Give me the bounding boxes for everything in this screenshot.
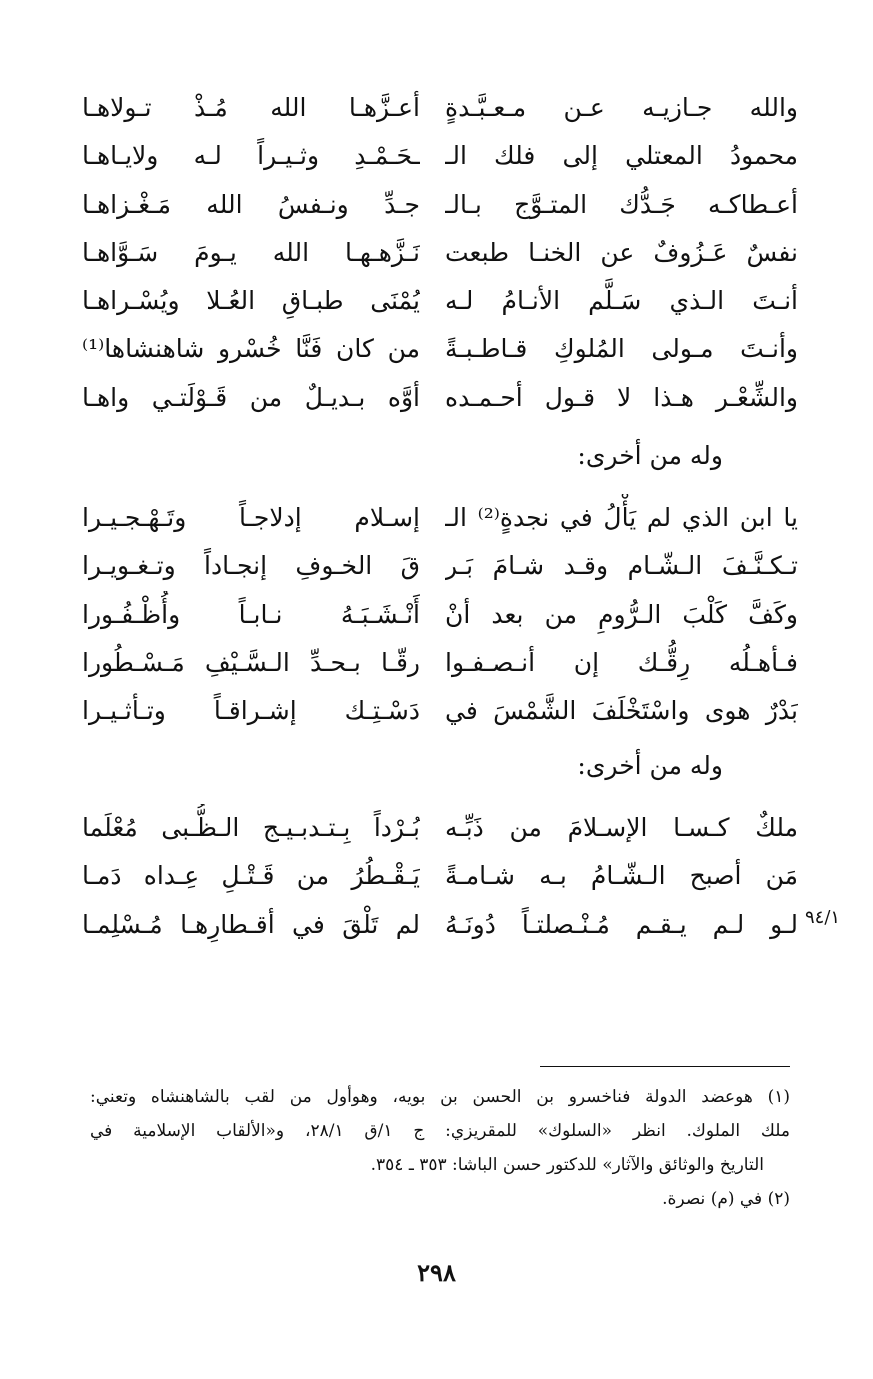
verse-second-hemistich: يَـقْـطُرُ من قَـتْـلِ عِـداه دَمـا — [82, 861, 420, 891]
verse-line — [60, 181, 800, 229]
footnotes — [90, 1080, 790, 1216]
verse-first-hemistich: يا ابن الذي لم يَأْلُ في نجدةٍ⁽²⁾ الـ — [445, 503, 798, 532]
verse-line — [60, 84, 800, 132]
verse-second-hemistich: ـحَـمْـدِ وثـيـراً لـه ولايـاهـا — [82, 141, 420, 171]
verse-first-hemistich: فـأهـلُه رِقُّـك إن أنـصـفـوا — [445, 647, 798, 677]
verse-second-hemistich: جـدِّ ونـفسُ الله مَـغْـزاهـا — [82, 189, 420, 219]
poem-stanza-2 — [60, 494, 800, 735]
poem-stanza-3 — [60, 804, 800, 949]
verse-line — [60, 542, 800, 590]
verse-line — [60, 325, 800, 373]
footnote-line: التاريخ والوثائق والآثار» للدكتور حسن الباشا: ٣٥٣ ـ ٣٥٤. — [370, 1155, 764, 1175]
verse-line — [60, 132, 800, 180]
verse-second-hemistich: إسـلام إدلاجـاً وتَـهْـجـيـرا — [82, 503, 420, 532]
verse-first-hemistich: أعـطاكـه جَـدُّك المتـوَّج بـالـ — [445, 189, 798, 219]
verse-first-hemistich: وكَفَّ كَلْبَ الـرُّومِ من بعد أنْ — [445, 599, 798, 629]
verse-second-hemistich: لم تَلْقَ في أقـطارِهـا مُـسْلِمـا — [82, 909, 420, 939]
verse-line — [60, 687, 800, 735]
verse-first-hemistich: لـو لـم يـقـم مُـنْـصلتـاً دُونَـهُ — [445, 909, 798, 939]
verse-first-hemistich: والله جـازيـه عـن مـعـبَّـدةٍ — [445, 93, 798, 122]
verse-line — [60, 277, 800, 325]
section-intro: وله من أخرى: — [577, 751, 723, 780]
section-intro: وله من أخرى: — [577, 441, 723, 470]
page-number: ٢٩٨ — [417, 1258, 456, 1287]
footnote-line: ملك الملوك. انظر «السلوك» للمقريزي: ج ١/ق ٢٨/١، و«الألقاب الإسلامية في — [90, 1121, 790, 1141]
verse-line — [60, 374, 800, 422]
verse-second-hemistich: دَسْـتِـك إشـراقـاً وتـأثـيـرا — [82, 696, 420, 726]
verse-line — [60, 901, 800, 949]
verse-second-hemistich: رقّـا بـحـدِّ الـسَّـيْفِ مَـسْـطُورا — [82, 647, 420, 677]
verse-second-hemistich: أوَّه بـديـلٌ من قَـوْلَتـي واهـا — [82, 382, 420, 412]
verse-second-hemistich: أَنْـشَـبَـهُ نـابـاً وأُظْـفُـورا — [82, 599, 420, 629]
verse-second-hemistich: قَ الخـوفِ إنجـاداً وتـغـويـرا — [82, 551, 420, 581]
verse-first-hemistich: وأنـتَ مـولى المُلوكِ قـاطـبـةً — [445, 334, 798, 364]
verse-first-hemistich: أنـتَ الـذي سَـلَّم الأنـامُ لـه — [445, 286, 798, 316]
verse-second-hemistich: بُـرْداً بِـتـدبـيـج الـظُّـبى مُعْلَما — [82, 813, 420, 842]
verse-first-hemistich: محمودُ المعتلي إلى فلك الـ — [445, 141, 798, 171]
verse-first-hemistich: ملكٌ كـسـا الإسـلامَ من ذَبِّـه — [445, 813, 798, 842]
verse-line — [60, 591, 800, 639]
verse-line — [60, 229, 800, 277]
verse-line — [60, 494, 800, 542]
footnote-separator — [540, 1066, 790, 1067]
footnote-line: (١) هوعضد الدولة فناخسرو بن الحسن بن بويه، وهوأول من لقب بالشاهنشاه وتعني: — [90, 1087, 790, 1107]
verse-line — [60, 852, 800, 900]
verse-first-hemistich: بَدْرٌ هوى واسْتَخْلَفَ الشَّمْسَ في — [445, 696, 798, 726]
verse-line — [60, 804, 800, 852]
verse-first-hemistich: تـكـنَّـفَ الـشّـام وقـد شـامَ بَـر — [445, 551, 798, 581]
poem-stanza-1 — [60, 84, 800, 422]
manuscript-margin-reference: ٩٤/١ — [805, 907, 841, 928]
verse-line — [60, 639, 800, 687]
verse-first-hemistich: والشِّعْـر هـذا لا قـول أحـمـده — [445, 382, 798, 412]
verse-second-hemistich: نَـزَّهـهـا الله يـومَ سَـوَّاهـا — [82, 237, 420, 267]
verse-first-hemistich: نفسٌ عَـزُوفٌ عن الخنـا طبعت — [445, 237, 798, 267]
verse-first-hemistich: مَن أصبح الـشّـامُ بـه شـامـةً — [445, 861, 798, 891]
verse-second-hemistich: أعـزَّهـا الله مُـذْ تـولاهـا — [82, 93, 420, 122]
verse-second-hemistich: من كان فَنَّا خُسْرو شاهنشاها⁽¹⁾ — [82, 334, 420, 364]
verse-second-hemistich: يُمْنَى طبـاقِ العُـلا ويُسْـراهـا — [82, 286, 420, 316]
footnote-line: (٢) في (م) نصرة. — [662, 1189, 790, 1209]
